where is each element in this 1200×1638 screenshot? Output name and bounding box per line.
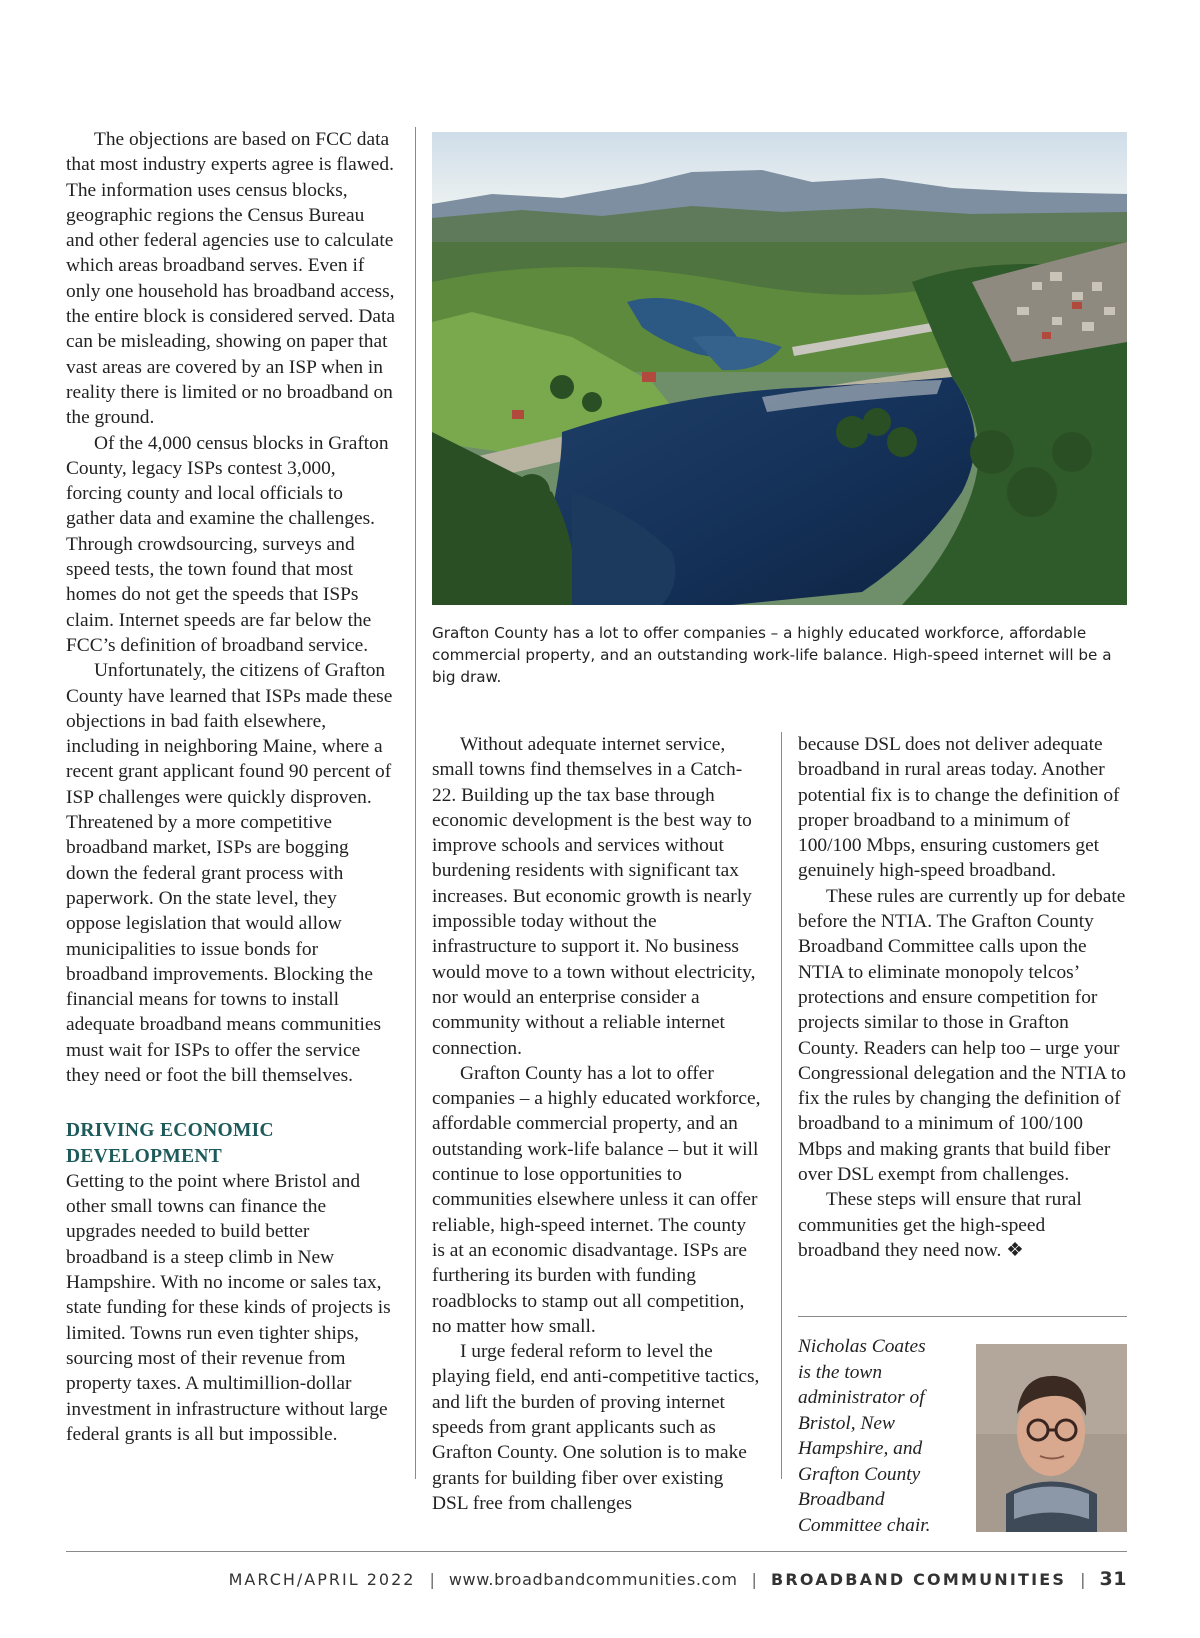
website-url: www.broadbandcommunities.com [448, 1570, 738, 1589]
footer-separator: | [1080, 1570, 1086, 1589]
photo-caption: Grafton County has a lot to offer companies – a highly educated workforce, affordable commercial property, and an outstanding work-life balance. High-speed internet will be a big draw. [432, 624, 1112, 686]
page-number: 31 [1099, 1568, 1127, 1590]
article-column-3 [798, 732, 1128, 1263]
section-heading-line: DEVELOPMENT [66, 1145, 223, 1167]
paragraph: Unfortunately, the citizens of Grafton County have learned that ISPs made these objections in bad faith elsewhere, including in neighboring Maine, where a recent grant applicant found 90 percent of ISP challenges were quickly disproven. Threatened by a more competitive broadband market, ISPs are bogging down the federal grant process with paperwork. On the state level, they oppose legislation that would allow municipalities to issue bonds for broadband improvements. Blocking the financial means for towns to install adequate broadband means communities must wait for ISPs to offer the service they need or foot the bill themselves. [66, 660, 393, 1086]
paragraph: because DSL does not deliver adequate broadband in rural areas today. Another potential fix is to change the definition of proper broadband to a minimum of 100/100 Mbps, ensuring customers get genuinely high-speed broadband. [798, 734, 1120, 882]
issue-date: MARCH/APRIL 2022 [228, 1570, 416, 1589]
paragraph: Of the 4,000 census blocks in Grafton County, legacy ISPs contest 3,000, forcing county and local officials to gather data and examine the challenges. Through crowdsourcing, surveys and speed tests, the town found that most homes do not get the speeds that ISPs claim. Internet speeds are far below the FCC’s definition of broadband service. [66, 432, 389, 656]
column-divider [415, 127, 416, 1479]
paragraph: These rules are currently up for debate before the NTIA. The Grafton County Broadband Committee calls upon the NTIA to eliminate monopoly telcos’ protections and ensure competition for projects similar to those in Grafton County. Readers can help too – urge your Congressional delegation and the NTIA to fix the rules by changing the definition of broadband to a minimum of 100/100 Mbps and making grants that build fiber over DSL exempt from challenges. [798, 885, 1126, 1186]
bio-divider [798, 1316, 1127, 1317]
paragraph: These steps will ensure that rural communities get the high-speed broadband they need now. ❖ [798, 1189, 1082, 1261]
aerial-photo [432, 132, 1127, 605]
paragraph: Getting to the point where Bristol and other small towns can finance the upgrades needed to build better broadband is a steep climb in New Hampshire. With no income or sales tax, state funding for these kinds of projects is limited. Towns run even tighter ships, sourcing most of their revenue from property taxes. A multimillion-dollar investment in infrastructure without large federal grants is all but impossible. [66, 1170, 391, 1445]
author-photo-image [976, 1344, 1127, 1532]
footer-divider [66, 1551, 1127, 1552]
article-column-1 [66, 127, 396, 1447]
column-divider [781, 732, 782, 1479]
section-heading [66, 1118, 396, 1169]
paragraph: The objections are based on FCC data that most industry experts agree is flawed. The information uses census blocks, geographic regions the Census Bureau and other federal agencies use to calculate which areas broadband serves. Even if only one household has broadband access, the entire block is considered served. Data can be misleading, showing on paper that vast areas are covered by an ISP when in reality there is limited or no broadband on the ground. [66, 129, 395, 429]
aerial-landscape-image [432, 132, 1127, 605]
article-column-2 [432, 732, 762, 1516]
page-footer [0, 1568, 1127, 1590]
paragraph: I urge federal reform to level the playing field, end anti-competitive tactics, and lift the burden of proving internet speeds from grant applicants such as Grafton County. One solution is to make grants for building fiber over existing DSL free from challenges [432, 1341, 760, 1514]
footer-separator: | [429, 1570, 435, 1589]
author-bio: Nicholas Coates is the town administrator of Bristol, New Hampshire, and Grafton County Broadband Committee chair. [798, 1336, 931, 1536]
author-portrait [976, 1344, 1127, 1532]
footer-separator: | [751, 1570, 757, 1589]
paragraph: Without adequate internet service, small towns find themselves in a Catch-22. Building up the tax base through economic development is the best way to improve schools and services without burdening residents with significant tax increases. But economic growth is nearly impossible today without the infrastructure to support it. No business would move to a town without electricity, nor would an enterprise consider a community without a reliable internet connection. [432, 734, 756, 1059]
magazine-name: BROADBAND COMMUNITIES [770, 1570, 1067, 1589]
paragraph: Grafton County has a lot to offer companies – a highly educated workforce, affordable commercial property, and an outstanding work-life balance – but it will continue to lose opportunities to communities elsewhere unless it can offer reliable, high-speed internet. The county is at an economic disadvantage. ISPs are furthering its burden with funding roadblocks to stamp out all competition, no matter how small. [432, 1062, 761, 1337]
section-heading-line: DRIVING ECONOMIC [66, 1120, 274, 1142]
